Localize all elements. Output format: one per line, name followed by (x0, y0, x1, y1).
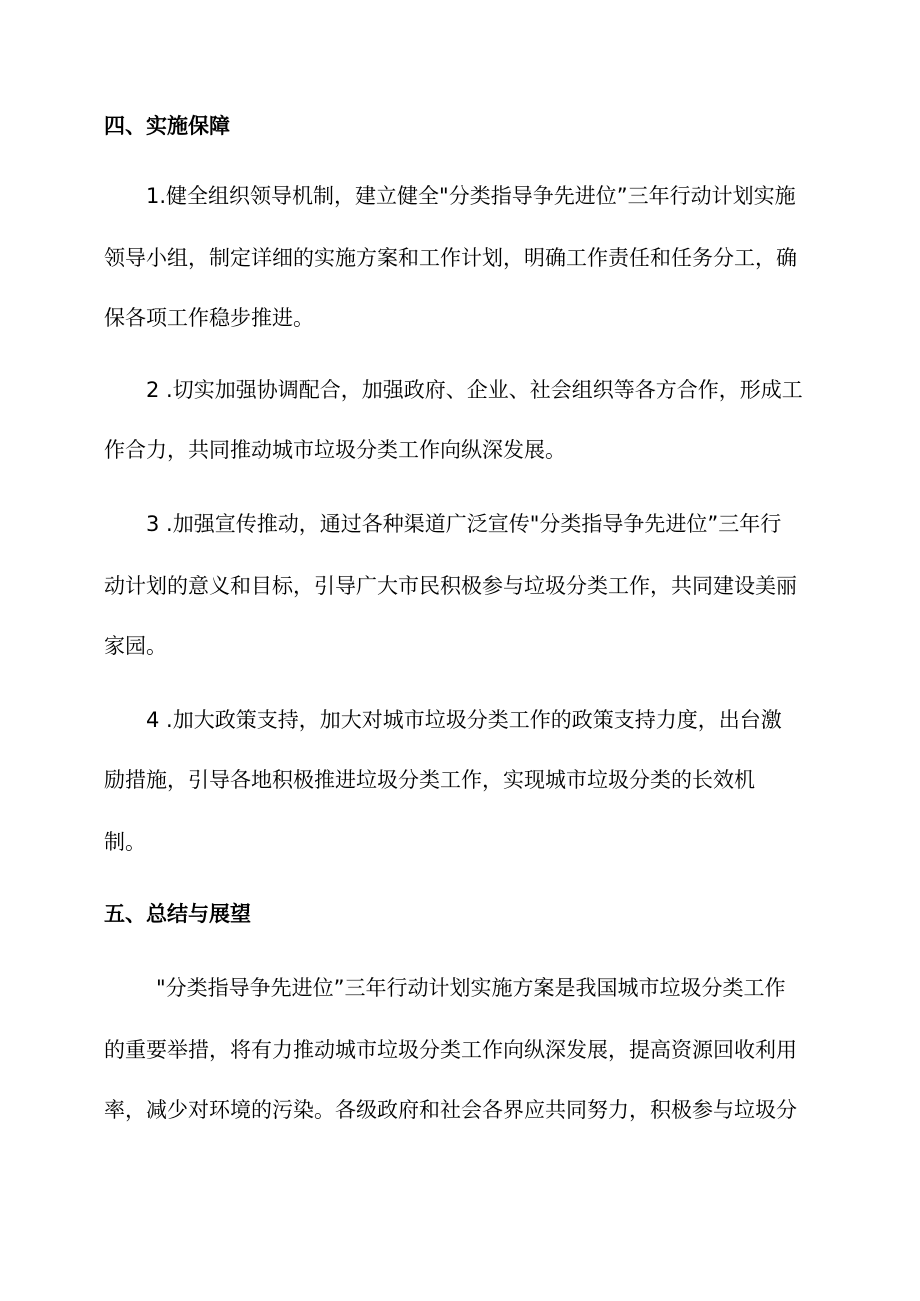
paragraph-line: 的重要举措，将有力推动城市垃圾分类工作向纵深发展，提高资源回收利用 (104, 1038, 797, 1062)
paragraph-line: 励措施，引导各地积极推进垃圾分类工作，实现城市垃圾分类的长效机 (104, 768, 755, 792)
paragraph-line: "分类指导争先进位”三年行动计划实施方案是我国城市垃圾分类工作 (156, 976, 786, 1000)
paragraph-line: 1.健全组织领导机制，建立健全"分类指导争先进位”三年行动计划实施 (146, 184, 796, 208)
paragraph-line: 3 .加强宣传推动，通过各种渠道广泛宣传"分类指导争先进位”三年行 (146, 512, 782, 536)
paragraph-line: 领导小组，制定详细的实施方案和工作计划，明确工作责任和任务分工，确 (104, 246, 797, 270)
paragraph-line: 动计划的意义和目标，引导广大市民积极参与垃圾分类工作，共同建设美丽 (104, 574, 797, 598)
paragraph-line: 制。 (104, 830, 146, 854)
paragraph-line: 保各项工作稳步推进。 (104, 306, 314, 330)
paragraph-line: 作合力，共同推动城市垃圾分类工作向纵深发展。 (104, 438, 566, 462)
section-heading-summary: 五、总结与展望 (104, 902, 251, 926)
paragraph-line: 率，减少对环境的污染。各级政府和社会各界应共同努力，积极参与垃圾分 (104, 1098, 797, 1122)
paragraph-line: 家园。 (104, 634, 167, 658)
paragraph-line: 2 .切实加强协调配合，加强政府、企业、社会组织等各方合作，形成工 (146, 378, 803, 402)
section-heading-implementation: 四、实施保障 (104, 114, 230, 138)
paragraph-line: 4 .加大政策支持，加大对城市垃圾分类工作的政策支持力度，出台激 (146, 708, 782, 732)
